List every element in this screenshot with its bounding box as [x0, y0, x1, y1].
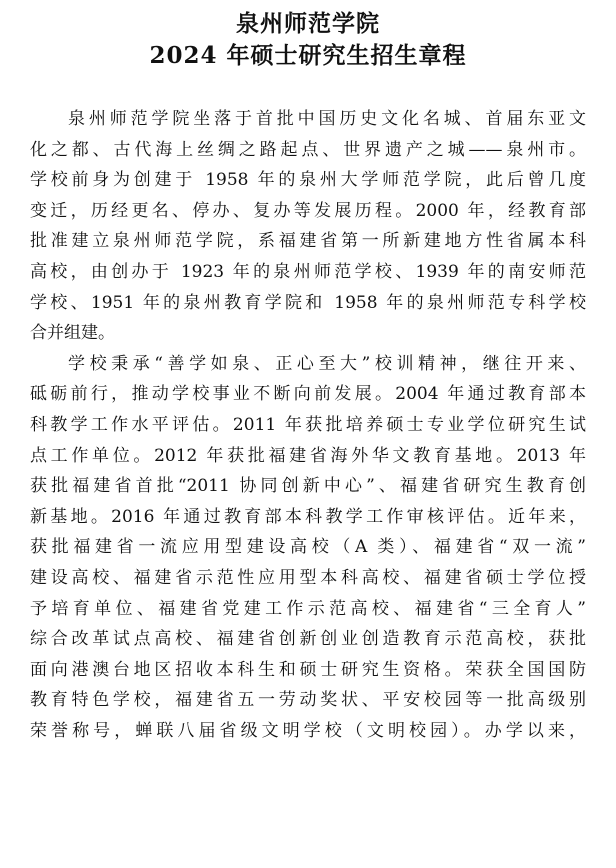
text-line: 建设高校、福建省示范性应用型本科高校、福建省硕士学位授: [30, 567, 586, 588]
text-line: 获批福建省一流应用型建设高校（A 类）、福建省“双一流”: [30, 537, 586, 558]
text-line: 砥砺前行，推动学校事业不断向前发展。2004 年通过教育部本: [30, 384, 586, 405]
text-line: 批准建立泉州师范学院，系福建省第一所新建地方性省属本科: [30, 231, 586, 252]
text-line: 学校秉承“善学如泉、正心至大”校训精神，继往开来、: [68, 353, 586, 374]
text-line: 高校，由创办于 1923 年的泉州师范学校、1939 年的南安师范: [30, 261, 586, 282]
paragraph-2: [30, 349, 586, 747]
text-line: 学校、1951 年的泉州教育学院和 1958 年的泉州师范专科学校: [30, 292, 586, 313]
document-title: [0, 8, 616, 72]
text-line: 新基地。2016 年通过教育部本科教学工作审核评估。近年来，: [30, 506, 586, 527]
text-line: 面向港澳台地区招收本科生和硕士研究生资格。荣获全国国防: [30, 659, 586, 680]
text-line: 荣誉称号，蝉联八届省级文明学校（文明校园）。办学以来，: [30, 720, 586, 741]
document-body: [30, 104, 586, 746]
title-line-1: 泉州师范学院: [236, 10, 380, 37]
text-line: 合并组建。: [30, 323, 115, 344]
text-line: 获批福建省首批“2011 协同创新中心”、福建省研究生教育创: [30, 476, 586, 497]
text-line: 化之都、古代海上丝绸之路起点、世界遗产之城——泉州市。: [30, 139, 586, 160]
text-line: 综合改革试点高校、福建省创新创业创造教育示范高校，获批: [30, 629, 586, 650]
text-line: 点工作单位。2012 年获批福建省海外华文教育基地。2013 年: [30, 445, 586, 466]
text-line: 学校前身为创建于 1958 年的泉州大学师范学院，此后曾几度: [30, 170, 586, 191]
text-line: 泉州师范学院坐落于首批中国历史文化名城、首届东亚文: [68, 109, 586, 129]
title-line-2: 2024 年硕士研究生招生章程: [149, 42, 467, 69]
text-line: 变迁，历经更名、停办、复办等发展历程。2000 年，经教育部: [30, 200, 586, 221]
text-line: 予培育单位、福建省党建工作示范高校、福建省“三全育人”: [30, 598, 586, 619]
text-line: 科教学工作水平评估。2011 年获批培养硕士专业学位研究生试: [30, 414, 586, 435]
text-line: 教育特色学校，福建省五一劳动奖状、平安校园等一批高级别: [30, 690, 586, 711]
paragraph-1: [30, 104, 586, 349]
